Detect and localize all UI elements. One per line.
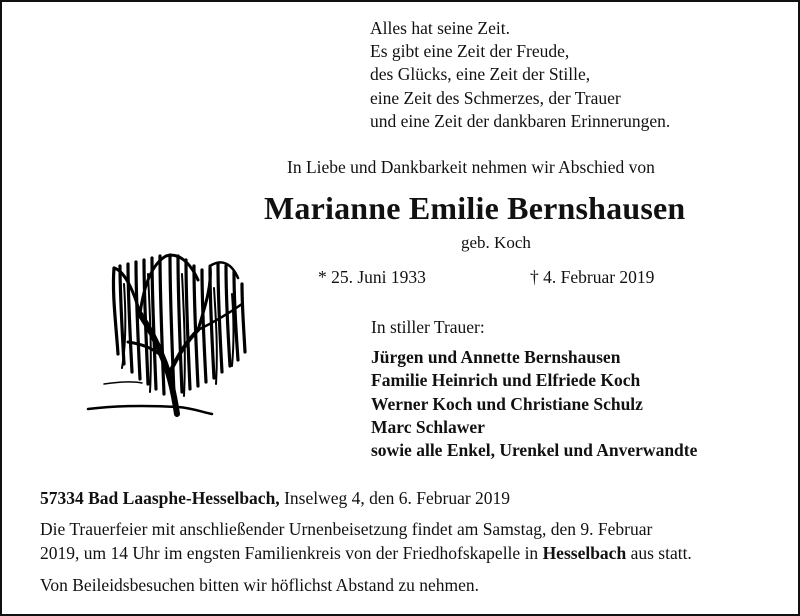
mourner: Jürgen und Annette Bernshausen [371, 347, 621, 367]
funeral-line: Die Trauerfeier mit anschließender Urnenbeisetzung findet am Samstag, den 9. Februar [40, 519, 653, 539]
death-date: † 4. Februar 2019 [530, 267, 655, 287]
funeral-place: Hesselbach [542, 542, 627, 563]
poem-line: des Glücks, eine Zeit der Stille, [370, 64, 591, 85]
mourning-label: In stiller Trauer: [371, 317, 485, 337]
address-rest: Inselweg 4, den 6. Februar 2019 [284, 488, 511, 508]
maiden-name: geb. Koch [461, 233, 531, 252]
mourners-list [371, 346, 697, 462]
poem [370, 17, 670, 133]
mourner: Werner Koch und Christiane Schulz [371, 393, 643, 414]
poem-line: und eine Zeit der dankbaren Erinnerungen. [370, 110, 671, 131]
address-line [40, 488, 510, 509]
mourner: Marc Schlawer [371, 416, 485, 437]
funeral-text-end: aus statt. [630, 542, 692, 563]
mourner: sowie alle Enkel, Urenkel und Anverwandte [371, 440, 698, 461]
intro-text: In Liebe und Dankbarkeit nehmen wir Abschied von [287, 157, 655, 177]
birth-date: * 25. Juni 1933 [318, 267, 426, 287]
weeping-willow-icon [82, 244, 262, 434]
deceased-name: Marianne Emilie Bernshausen [264, 190, 686, 226]
poem-line: eine Zeit des Schmerzes, der Trauer [370, 87, 621, 108]
mourner: Familie Heinrich und Elfriede Koch [371, 370, 641, 391]
poem-line: Alles hat seine Zeit. [370, 18, 510, 38]
poem-line: Es gibt eine Zeit der Freude, [370, 41, 570, 62]
funeral-line [40, 542, 692, 566]
condolence-note: Von Beileidsbesuchen bitten wir höflichst Abstand zu nehmen. [40, 575, 480, 595]
funeral-info [40, 518, 692, 565]
address-place: 57334 Bad Laasphe-Hesselbach, [40, 488, 280, 508]
funeral-text: 2019, um 14 Uhr im engsten Familienkreis von der Friedhofskapelle in [40, 542, 539, 563]
